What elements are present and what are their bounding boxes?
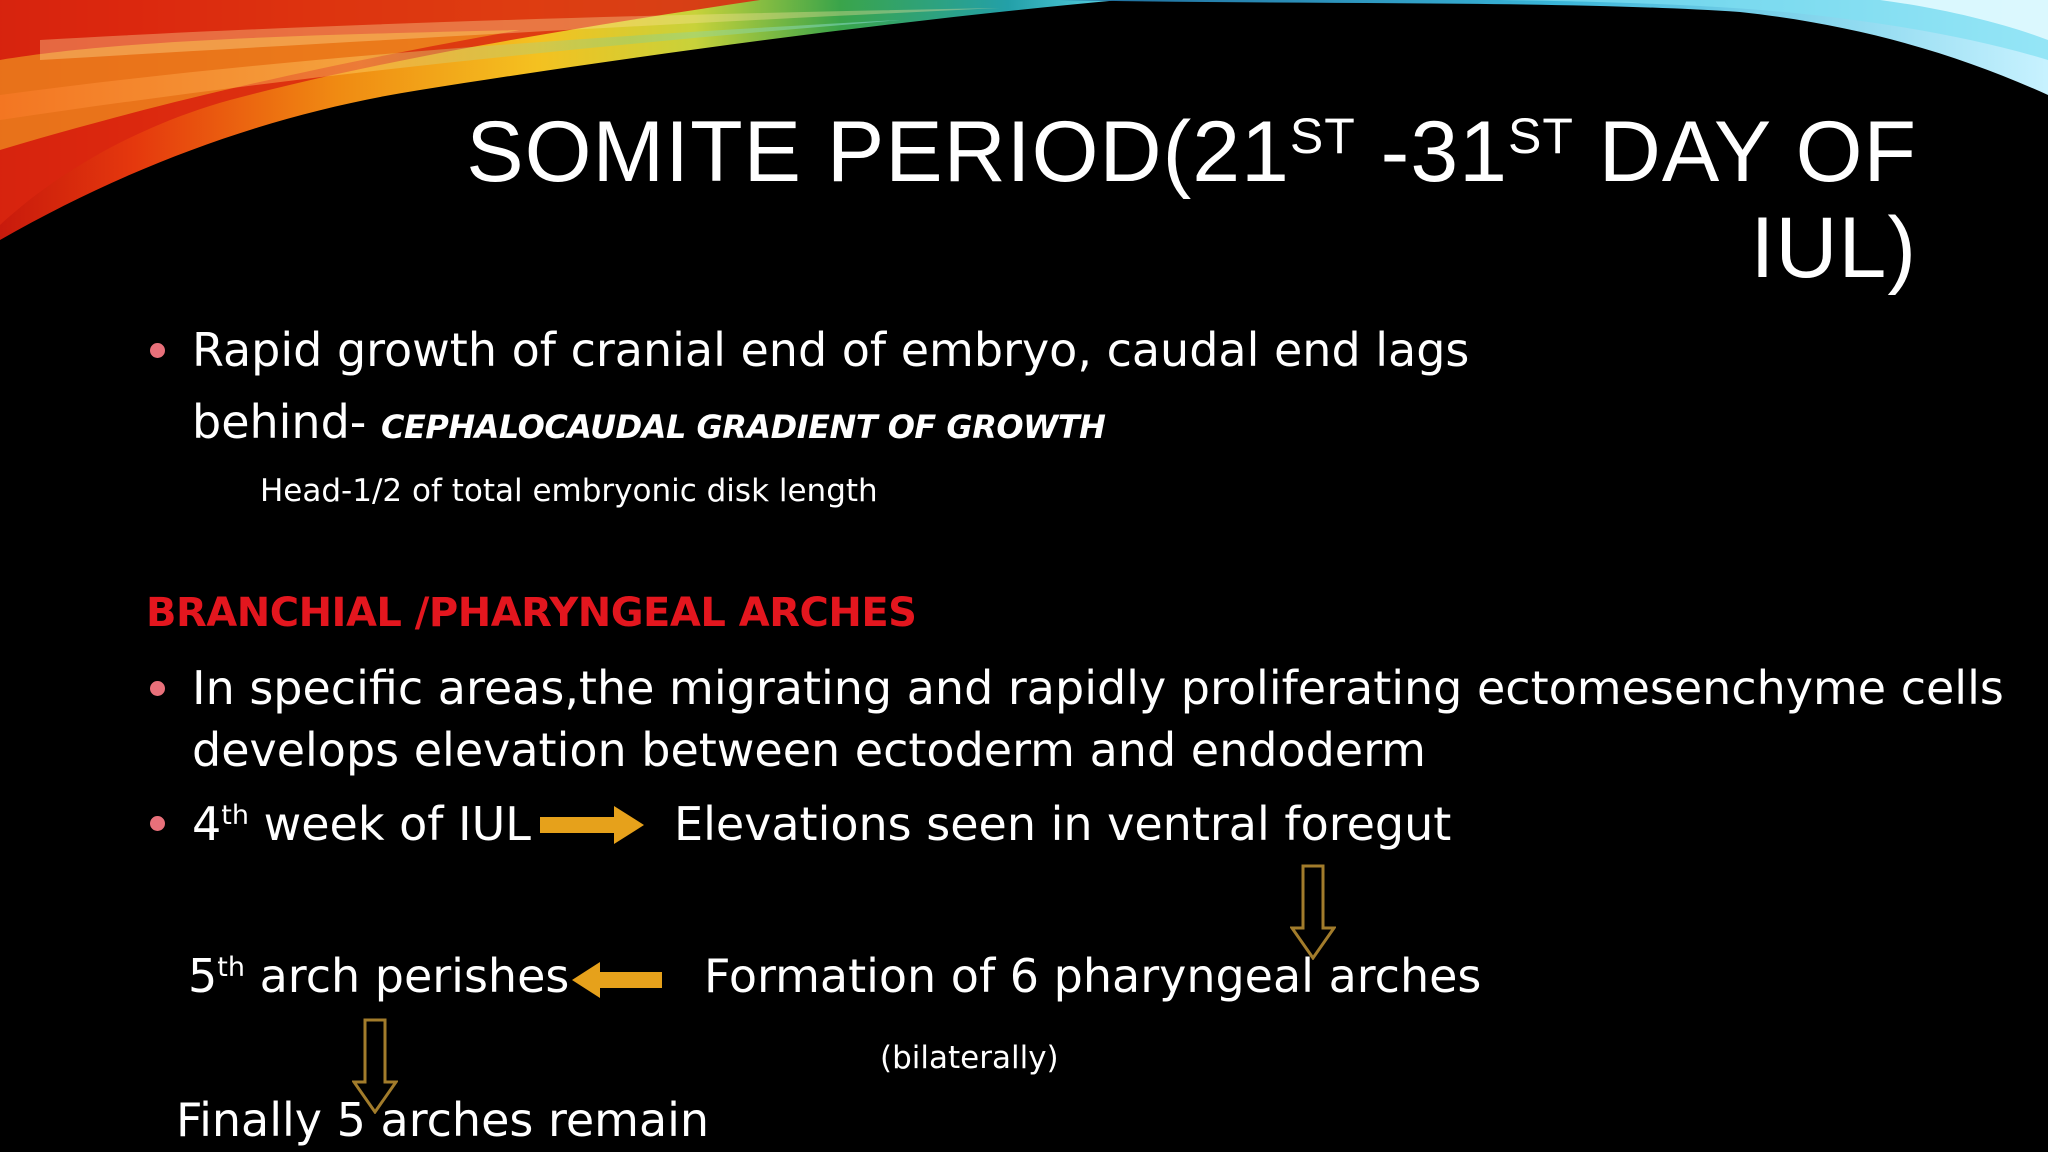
title-sup2: ST [1507, 108, 1574, 164]
left-arrow-icon [570, 960, 664, 1000]
right-arrow-icon [540, 804, 646, 846]
bullet3-label: week of IUL [248, 797, 531, 851]
bullet-dot-1 [150, 343, 165, 358]
flow-perish [188, 948, 569, 1004]
flow-perish-text: arch perishes [244, 949, 570, 1003]
slide-title [357, 104, 1917, 296]
title-part2: -31 [1355, 104, 1508, 200]
title-part3: DAY OF [1573, 104, 1917, 200]
bullet-dot-3 [150, 816, 165, 831]
down-arrow-icon [1290, 864, 1336, 960]
bullet2-line1: In specific areas,the migrating and rapidly proliferating ectomesenchyme cells [192, 661, 2004, 715]
bullet2-line2: develops elevation between ectoderm and endoderm [192, 723, 1426, 777]
flow-final: Finally 5 arches remain [176, 1093, 710, 1147]
title-line2: IUL) [1750, 200, 1917, 296]
flow-perish-sup: th [217, 952, 245, 983]
bullet1-subtext: Head-1/2 of total embryonic disk length [260, 473, 878, 509]
section-heading: BRANCHIAL /PHARYNGEAL ARCHES [146, 590, 917, 636]
bullet3-result: Elevations seen in ventral foregut [674, 797, 1452, 851]
bullet1-emphasis: CEPHALOCAUDAL GRADIENT OF GROWTH [381, 408, 1106, 446]
flow-formation: Formation of 6 pharyngeal arches [704, 949, 1482, 1003]
bullet3-text [192, 796, 531, 852]
bullet1-line1: Rapid growth of cranial end of embryo, caudal end lags [192, 323, 1470, 377]
bullet3-number: 4 [192, 797, 222, 851]
title-sup1: ST [1289, 108, 1356, 164]
bullet1-line2-prefix: behind- [192, 395, 382, 449]
flow-bilateral: (bilaterally) [880, 1040, 1059, 1076]
bullet3-sup: th [221, 800, 249, 831]
bullet-dot-2 [150, 681, 165, 696]
bullet1-line2 [192, 394, 1105, 455]
title-part1: SOMITE PERIOD(21 [466, 104, 1290, 200]
flow-perish-number: 5 [188, 949, 218, 1003]
